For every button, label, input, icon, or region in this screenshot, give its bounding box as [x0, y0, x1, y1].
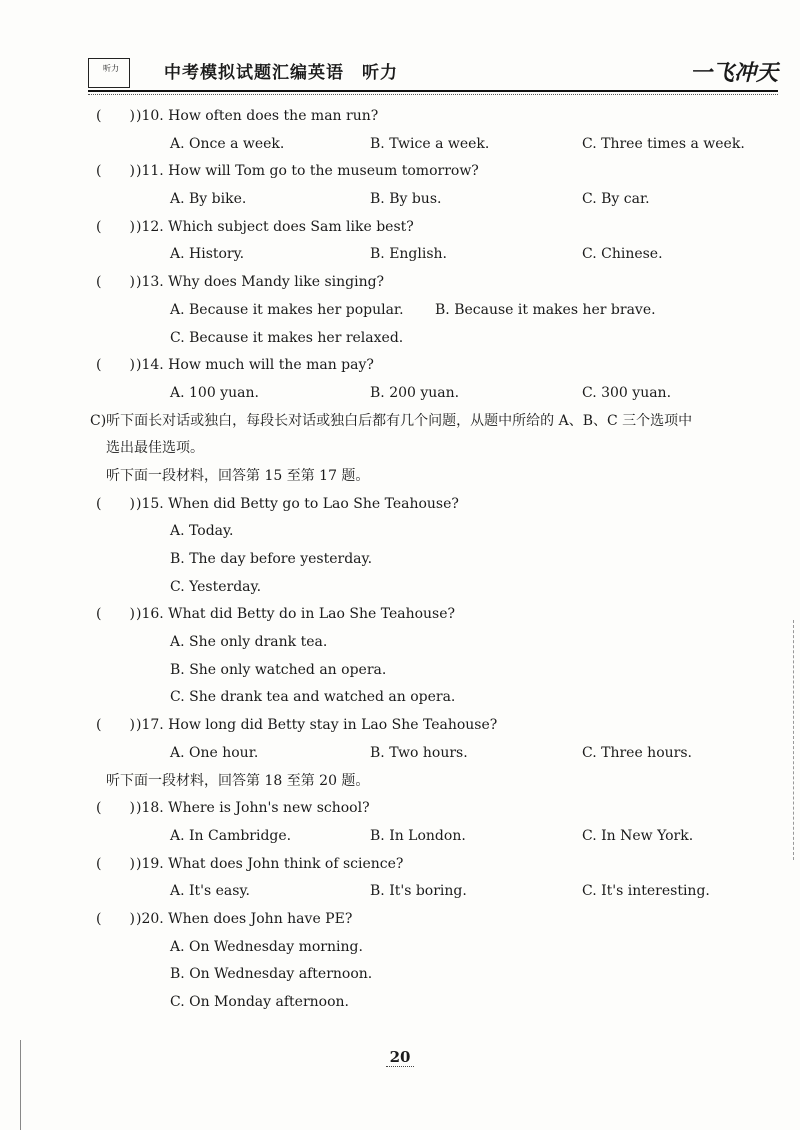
answer-blank[interactable]: ( ) — [96, 606, 135, 623]
option-b[interactable]: B. She only watched an opera. — [170, 661, 387, 678]
section-c-line2: 选出最佳选项。 — [106, 440, 204, 457]
answer-blank[interactable]: ( ) — [96, 163, 135, 180]
option-15-b — [90, 546, 780, 574]
header-rule — [88, 90, 778, 92]
question-12 — [90, 214, 780, 242]
option-a[interactable]: A. On Wednesday morning. — [170, 938, 363, 955]
section-c-instruction-cont — [90, 435, 780, 463]
option-15-a — [90, 518, 780, 546]
option-15-c — [90, 574, 780, 602]
question-14 — [90, 352, 780, 380]
question-20 — [90, 906, 780, 934]
question-19 — [90, 851, 780, 879]
logo-text: 听力 — [103, 64, 119, 73]
option-b[interactable]: B. By bus. — [370, 191, 442, 208]
options-18 — [90, 823, 780, 851]
section-c-line1: C)听下面长对话或独白，每段长对话或独白后都有几个问题，从题中所给的 A、B、C 三个选项中 — [90, 412, 693, 429]
answer-blank[interactable]: ( ) — [96, 495, 135, 512]
option-16-b — [90, 657, 780, 685]
question-text: )19. What does John think of science? — [136, 855, 404, 872]
options-13 — [90, 297, 780, 325]
option-b[interactable]: B. Because it makes her brave. — [435, 301, 656, 318]
answer-blank[interactable]: ( ) — [96, 717, 135, 734]
section-c-instruction — [90, 408, 780, 436]
question-15 — [90, 491, 780, 519]
group-1-instruction — [90, 463, 780, 491]
question-text: )11. How will Tom go to the museum tomorrow? — [136, 163, 479, 180]
group-1-text: 听下面一段材料，回答第 15 至第 17 题。 — [106, 467, 370, 484]
question-17 — [90, 712, 780, 740]
question-list — [90, 103, 780, 1017]
options-14 — [90, 380, 780, 408]
answer-blank[interactable]: ( ) — [96, 855, 135, 872]
answer-blank[interactable]: ( ) — [96, 910, 135, 927]
option-a[interactable]: A. In Cambridge. — [170, 827, 292, 844]
option-a[interactable]: A. Once a week. — [170, 135, 285, 152]
option-c[interactable]: C. In New York. — [582, 827, 694, 844]
option-b[interactable]: B. Two hours. — [370, 744, 468, 761]
options-10 — [90, 131, 780, 159]
header-rule-dotted — [88, 94, 778, 95]
option-b[interactable]: B. On Wednesday afternoon. — [170, 966, 373, 983]
option-c[interactable]: C. Chinese. — [582, 246, 663, 263]
options-19 — [90, 878, 780, 906]
option-a[interactable]: A. Today. — [170, 523, 234, 540]
question-text: )16. What did Betty do in Lao She Teahouse? — [136, 606, 456, 623]
option-16-a — [90, 629, 780, 657]
group-2-instruction — [90, 768, 780, 796]
option-c[interactable]: C. It's interesting. — [582, 883, 710, 900]
group-2-text: 听下面一段材料，回答第 18 至第 20 题。 — [106, 772, 370, 789]
option-b[interactable]: B. It's boring. — [370, 883, 467, 900]
answer-blank[interactable]: ( ) — [96, 357, 135, 374]
option-20-b — [90, 961, 780, 989]
question-text: )18. Where is John's new school? — [136, 800, 370, 817]
question-18 — [90, 795, 780, 823]
question-text: )10. How often does the man run? — [136, 108, 379, 124]
question-10 — [90, 103, 780, 131]
page-number: 20 — [386, 1048, 415, 1067]
option-c[interactable]: C. Because it makes her relaxed. — [170, 329, 404, 346]
option-c[interactable]: C. 300 yuan. — [582, 384, 672, 401]
option-c[interactable]: C. Three hours. — [582, 744, 692, 761]
brand-logo: 一飞冲天 — [689, 60, 778, 86]
option-b[interactable]: B. In London. — [370, 827, 466, 844]
option-a[interactable]: A. One hour. — [170, 744, 259, 761]
question-11 — [90, 158, 780, 186]
option-a[interactable]: A. 100 yuan. — [170, 384, 259, 401]
question-text: )20. When does John have PE? — [136, 910, 353, 927]
options-13-c — [90, 325, 780, 353]
option-a[interactable]: A. Because it makes her popular. — [170, 301, 404, 318]
option-a[interactable]: A. History. — [170, 246, 245, 263]
option-c[interactable]: C. On Monday afternoon. — [170, 994, 349, 1010]
option-b[interactable]: B. English. — [370, 246, 447, 263]
answer-blank[interactable]: ( ) — [96, 274, 135, 291]
option-b[interactable]: B. The day before yesterday. — [170, 551, 373, 567]
question-text: )14. How much will the man pay? — [136, 357, 374, 374]
option-c[interactable]: C. She drank tea and watched an opera. — [170, 689, 456, 706]
option-16-c — [90, 684, 780, 712]
answer-blank[interactable]: ( ) — [96, 108, 135, 124]
option-a[interactable]: A. It's easy. — [170, 883, 250, 900]
page-title: 中考模拟试题汇编英语 听力 — [164, 63, 398, 83]
question-13 — [90, 269, 780, 297]
option-20-c — [90, 989, 780, 1017]
options-12 — [90, 241, 780, 269]
option-a[interactable]: A. By bike. — [170, 191, 247, 208]
option-b[interactable]: B. 200 yuan. — [370, 384, 460, 401]
question-text: )15. When did Betty go to Lao She Teahouse? — [136, 495, 459, 512]
options-11 — [90, 186, 780, 214]
answer-blank[interactable]: ( ) — [96, 800, 135, 817]
option-c[interactable]: C. By car. — [582, 191, 650, 208]
page-footer — [0, 1048, 800, 1067]
answer-blank[interactable]: ( ) — [96, 218, 135, 235]
question-text: )17. How long did Betty stay in Lao She Teahouse? — [136, 717, 498, 734]
option-b[interactable]: B. Twice a week. — [370, 135, 490, 152]
option-c[interactable]: C. Three times a week. — [582, 135, 745, 152]
option-20-a — [90, 934, 780, 962]
option-c[interactable]: C. Yesterday. — [170, 578, 262, 595]
book-logo — [88, 58, 130, 88]
question-text: )13. Why does Mandy like singing? — [136, 274, 385, 291]
page-header — [88, 56, 778, 88]
options-17 — [90, 740, 780, 768]
scan-edge-line — [20, 1040, 21, 1130]
option-a[interactable]: A. She only drank tea. — [170, 634, 328, 651]
scan-right-mark — [793, 620, 794, 860]
question-text: )12. Which subject does Sam like best? — [136, 218, 414, 235]
question-16 — [90, 601, 780, 629]
